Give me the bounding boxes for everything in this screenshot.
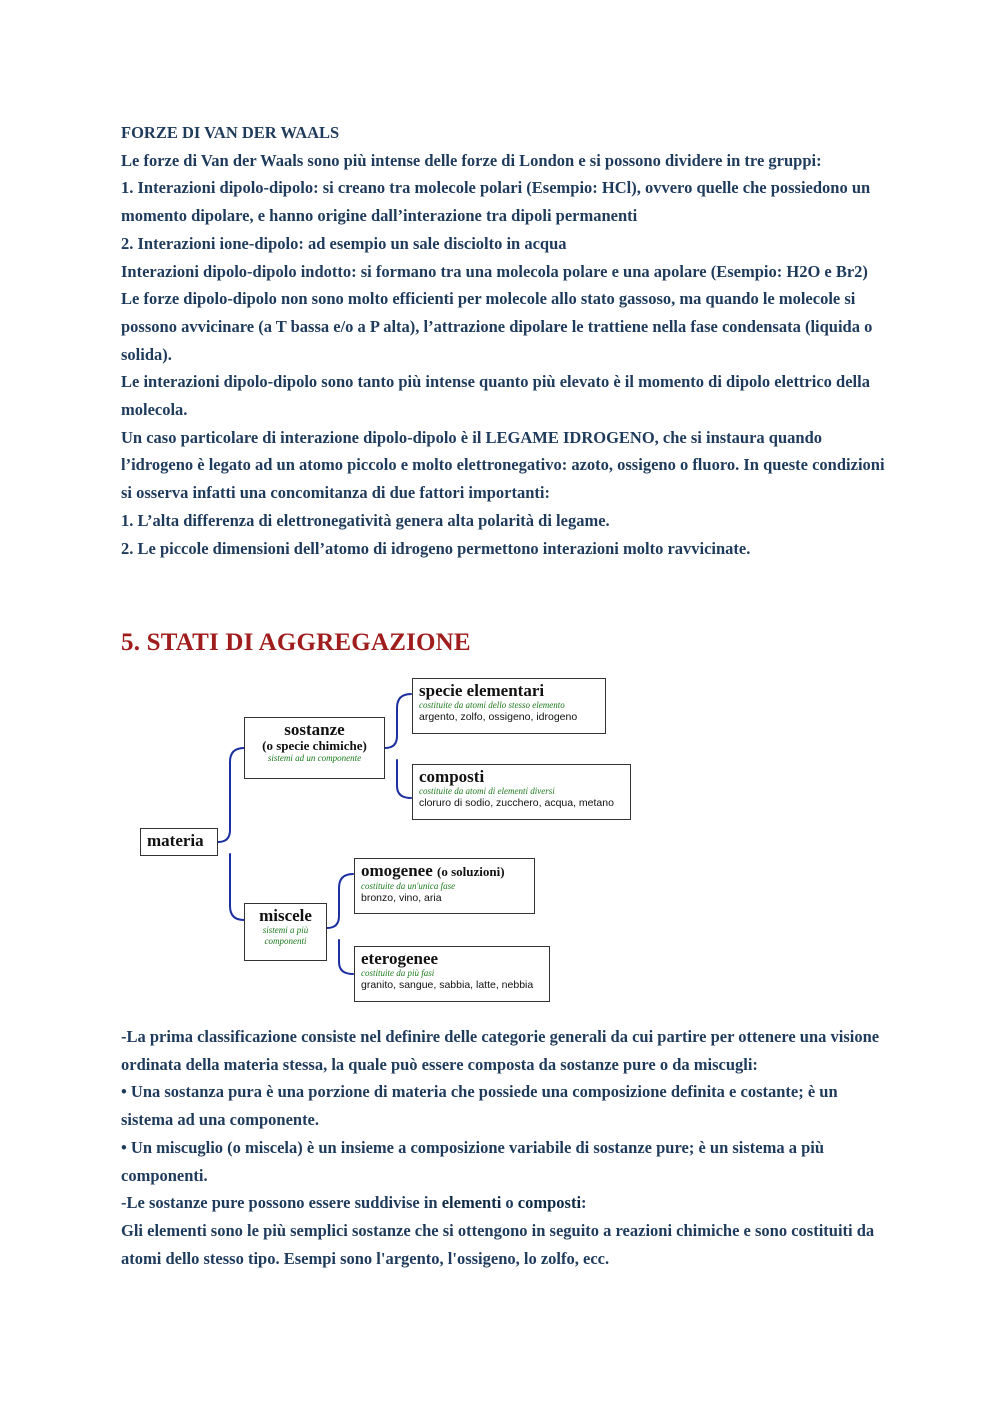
box-specie-elementari-title: specie elementari bbox=[419, 681, 545, 700]
keyword-composti: composti bbox=[517, 1193, 582, 1213]
classification-text bbox=[121, 1023, 891, 1272]
paragraph-line: 2. Le piccole dimensioni dell’atomo di idrogeno permettono interazioni molto ravvicinate. bbox=[121, 538, 751, 558]
box-composti bbox=[412, 764, 631, 820]
paragraph-line: Le forze dipolo-dipolo non sono molto efficienti per molecole allo stato gassoso, ma quando le molecole si possono avvicinare (a T bassa e/o a P alta), l’attrazione dipolare le trattiene nella fase condensata (liquida o solida). bbox=[121, 289, 873, 364]
paragraph-line: Le interazioni dipolo-dipolo sono tanto più intense quanto più elevato è il momento di dipolo elettrico della molecola. bbox=[121, 372, 870, 420]
section-subheading: FORZE DI VAN DER WAALS bbox=[121, 123, 340, 142]
matter-classification-diagram bbox=[130, 670, 650, 1010]
paragraph-line: Le forze di Van der Waals sono più intense delle forze di London e si possono dividere in tre gruppi: bbox=[121, 150, 822, 170]
box-composti-title: composti bbox=[419, 767, 485, 786]
box-sostanze-desc: sistemi ad un componente bbox=[267, 753, 362, 763]
box-miscele-desc: sistemi a più componenti bbox=[262, 925, 309, 946]
box-sostanze bbox=[244, 717, 385, 779]
box-miscele bbox=[244, 903, 327, 961]
box-omogenee bbox=[354, 858, 535, 914]
box-materia bbox=[140, 828, 218, 856]
box-omogenee-desc: costituite da un'unica fase bbox=[361, 881, 456, 891]
box-omogenee-title-main: omogenee bbox=[361, 861, 433, 880]
box-specie-elementari bbox=[412, 678, 606, 734]
box-omogenee-examples: bronzo, vino, aria bbox=[361, 892, 442, 904]
line-fragment: o bbox=[501, 1193, 518, 1213]
bracket-miscele bbox=[327, 874, 353, 974]
paragraph-line: Un caso particolare di interazione dipolo-dipolo è il LEGAME IDROGENO, che si instaura quando l’idrogeno è legato ad un atomo piccolo e molto elettronegativo: azoto, ossigeno o fluoro. In queste condizioni si osserva infatti una concomitanza di due fattori importanti: bbox=[121, 427, 885, 503]
paragraph-line: • Una sostanza pura è una porzione di materia che possiede una composizione definita e costante; è un sistema ad una componente. bbox=[121, 1082, 838, 1130]
keyword-elementi: elementi bbox=[441, 1193, 502, 1213]
line-fragment: : bbox=[581, 1193, 587, 1213]
bracket-sostanze bbox=[385, 694, 411, 798]
box-omogenee-subtitle: (o soluzioni) bbox=[437, 864, 505, 879]
box-omogenee-title bbox=[361, 861, 528, 881]
box-eterogenee-desc: costituite da più fasi bbox=[361, 968, 435, 978]
paragraph-line: Gli elementi sono le più semplici sostanze che si ottengono in seguito a reazioni chimiche e sono costituiti da atomi dello stesso tipo. Esempi sono l'argento, l'ossigeno, lo zolfo, ecc. bbox=[121, 1220, 875, 1268]
box-eterogenee-title: eterogenee bbox=[361, 949, 439, 968]
box-sostanze-subtitle: (o specie chimiche) bbox=[262, 738, 367, 753]
paragraph-line: 2. Interazioni ione-dipolo: ad esempio un sale disciolto in acqua bbox=[121, 233, 567, 253]
paragraph-line: Interazioni dipolo-dipolo indotto: si formano tra una molecola polare e una apolare (Esempio: H2O e Br2) bbox=[121, 261, 868, 281]
box-specie-elementari-examples: argento, zolfo, ossigeno, idrogeno bbox=[419, 711, 578, 723]
box-composti-desc: costituite da atomi di elementi diversi bbox=[419, 786, 555, 796]
box-composti-examples: cloruro di sodio, zucchero, acqua, metano bbox=[419, 797, 614, 809]
paragraph-line: • Un miscuglio (o miscela) è un insieme a composizione variabile di sostanze pure; è un sistema a più componenti. bbox=[121, 1137, 825, 1185]
paragraph-line bbox=[121, 1189, 891, 1217]
paragraph-line: 1. L’alta differenza di elettronegatività genera alta polarità di legame. bbox=[121, 510, 610, 530]
box-eterogenee bbox=[354, 946, 550, 1002]
line-fragment: -Le sostanze pure possono essere suddivise in bbox=[121, 1193, 442, 1213]
bracket-materia bbox=[218, 748, 244, 920]
box-materia-title: materia bbox=[147, 831, 204, 850]
box-miscele-title: miscele bbox=[259, 906, 312, 925]
box-eterogenee-examples: granito, sangue, sabbia, latte, nebbia bbox=[361, 979, 534, 991]
paragraph-line: -La prima classificazione consiste nel definire delle categorie generali da cui partire per ottenere una visione ordinata della materia stessa, la quale può essere composta da sostanze pure o da miscugli: bbox=[121, 1027, 880, 1074]
box-specie-elementari-desc: costituite da atomi dello stesso elemento bbox=[419, 700, 565, 710]
paragraph-line: 1. Interazioni dipolo-dipolo: si creano tra molecole polari (Esempio: HCl), ovvero quelle che possiedono un momento dipolare, e hanno origine dall’interazione tra dipoli permanenti bbox=[121, 178, 871, 226]
section-title: 5. STATI DI AGGREGAZIONE bbox=[121, 629, 471, 656]
van-der-waals-section bbox=[121, 119, 891, 562]
box-sostanze-title: sostanze bbox=[284, 720, 345, 739]
